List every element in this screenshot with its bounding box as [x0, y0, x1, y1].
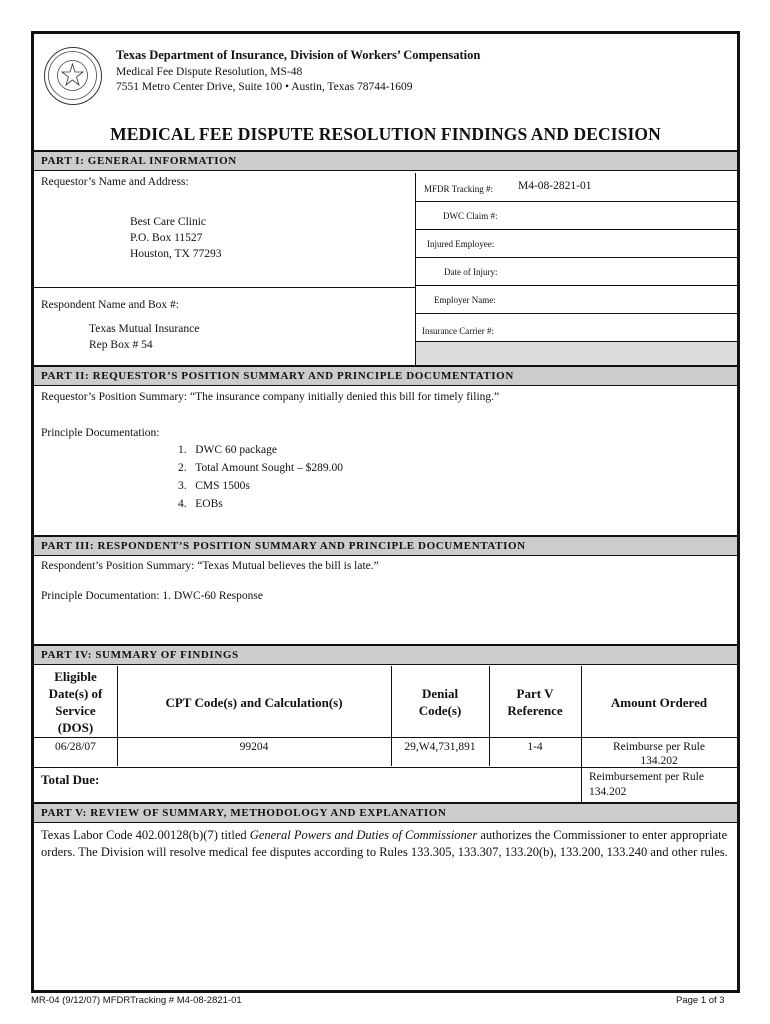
- requestor-doc-list: [178, 444, 343, 516]
- agency-address-line1: Medical Fee Dispute Resolution, MS-48: [116, 66, 303, 78]
- date-of-injury-label: Date of Injury:: [444, 267, 498, 277]
- grey-cell: [416, 342, 737, 365]
- requestor-address1: P.O. Box 11527: [130, 232, 203, 244]
- agency-name: Texas Department of Insurance, Division of Workers’ Compensation: [116, 48, 481, 62]
- col-header-dos: Eligible Date(s) of Service (DOS): [48, 669, 103, 735]
- requestor-label: Requestor’s Name and Address:: [41, 176, 189, 188]
- agency-address-line2: 7551 Metro Center Drive, Suite 100 • Austin, Texas 78744-1609: [116, 81, 413, 93]
- part2-heading: PART II: REQUESTOR’S POSITION SUMMARY AND PRINCIPLE DOCUMENTATION: [34, 365, 737, 386]
- doc-item: 1. DWC 60 package: [178, 444, 277, 456]
- doc-item: 4. EOBs: [178, 498, 223, 510]
- texas-seal-icon: [44, 47, 102, 105]
- injured-employee-label: Injured Employee:: [427, 239, 495, 249]
- row-denial: 29,W4,731,891: [404, 741, 476, 753]
- col-header-denial: Denial Code(s): [418, 686, 462, 718]
- dwc-claim-label: DWC Claim #:: [443, 211, 498, 221]
- respondent-doc: Principle Documentation: 1. DWC-60 Response: [41, 590, 263, 602]
- doc-item: 2. Total Amount Sought – $289.00: [178, 462, 343, 474]
- part5-heading: PART V: REVIEW OF SUMMARY, METHODOLOGY AND EXPLANATION: [34, 802, 737, 823]
- col-header-cpt: CPT Code(s) and Calculation(s): [165, 695, 343, 710]
- row-part-v: 1-4: [527, 741, 543, 753]
- total-due-label: Total Due:: [41, 772, 100, 787]
- part4-heading: PART IV: SUMMARY OF FINDINGS: [34, 644, 737, 665]
- requestor-position-summary: Requestor’s Position Summary: “The insurance company initially denied this bill for timely filing.”: [41, 391, 500, 403]
- row-cpt: 99204: [239, 741, 269, 753]
- tracking-value: M4-08-2821-01: [518, 180, 592, 192]
- requestor-doc-label: Principle Documentation:: [41, 427, 160, 439]
- part5-explanation: Texas Labor Code 402.00128(b)(7) titled General Powers and Duties of Commissioner authorizes the Commissioner to enter appropriate orders. The Division will resolve medical fee disputes according to Rules 133.305, 133.307, 133.20(b), 133.200, 133.240 and other rules.: [41, 828, 728, 859]
- part1-heading: PART I: GENERAL INFORMATION: [34, 150, 737, 171]
- total-due-value: Reimbursement per Rule 134.202: [589, 771, 704, 798]
- form-frame: [31, 31, 740, 993]
- col-header-part-v: Part V Reference: [507, 686, 563, 718]
- row-amount: Reimburse per Rule 134.202: [613, 741, 705, 767]
- col-header-amount: Amount Ordered: [610, 695, 708, 710]
- requestor-name: Best Care Clinic: [130, 216, 207, 228]
- part3-heading: PART III: RESPONDENT’S POSITION SUMMARY AND PRINCIPLE DOCUMENTATION: [34, 535, 737, 556]
- footer-page-number: Page 1 of 3: [676, 995, 725, 1006]
- respondent-name: Texas Mutual Insurance: [89, 323, 200, 335]
- respondent-position-summary: Respondent’s Position Summary: “Texas Mutual believes the bill is late.”: [41, 560, 379, 572]
- footer-form-id: MR-04 (9/12/07) MFDRTracking # M4-08-2821-01: [31, 995, 242, 1006]
- insurance-carrier-label: Insurance Carrier #:: [422, 326, 494, 336]
- respondent-label: Respondent Name and Box #:: [41, 299, 179, 311]
- respondent-box: Rep Box # 54: [89, 339, 153, 351]
- row-dos: 06/28/07: [55, 741, 96, 753]
- tracking-label: MFDR Tracking #:: [424, 184, 494, 194]
- doc-item: 3. CMS 1500s: [178, 480, 250, 492]
- requestor-address2: Houston, TX 77293: [130, 248, 222, 260]
- document-title: MEDICAL FEE DISPUTE RESOLUTION FINDINGS AND DECISION: [110, 124, 661, 144]
- employer-name-label: Employer Name:: [434, 295, 496, 305]
